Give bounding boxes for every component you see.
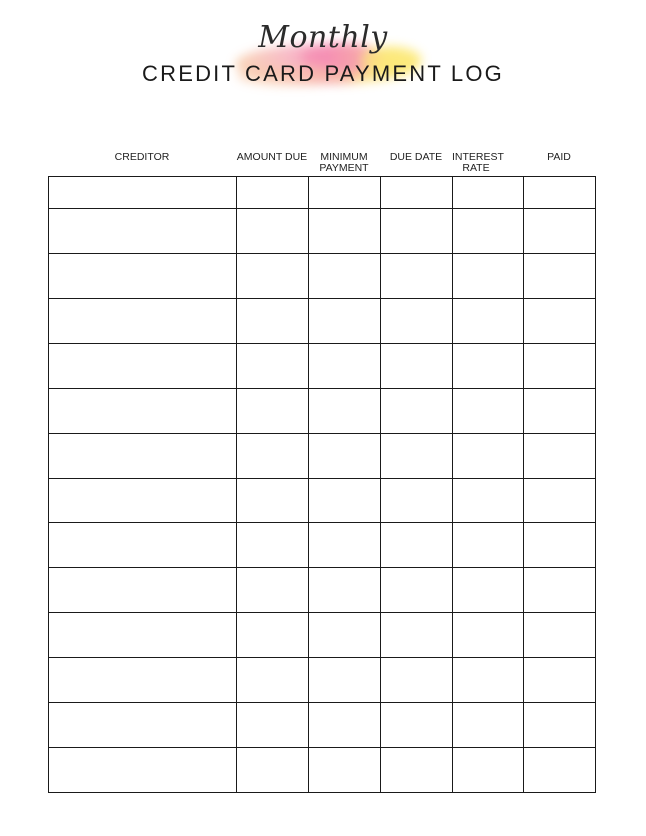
cell-amount-due[interactable] [237, 209, 309, 254]
column-header-line: PAYMENT [319, 162, 369, 174]
column-header-line: PAID [547, 151, 571, 163]
cell-creditor[interactable] [49, 478, 237, 523]
cell-minimum-payment[interactable] [309, 613, 381, 658]
cell-amount-due[interactable] [237, 568, 309, 613]
column-header-line: DUE DATE [389, 151, 443, 163]
cell-amount-due[interactable] [237, 523, 309, 568]
cell-amount-due[interactable] [237, 433, 309, 478]
cell-paid[interactable] [524, 343, 596, 388]
cell-amount-due[interactable] [237, 177, 309, 209]
cell-amount-due[interactable] [237, 298, 309, 343]
cell-creditor[interactable] [49, 209, 237, 254]
table-row [49, 568, 596, 613]
cell-paid[interactable] [524, 478, 596, 523]
table-row [49, 177, 596, 209]
cell-due-date[interactable] [381, 209, 453, 254]
table-row [49, 658, 596, 703]
cell-minimum-payment[interactable] [309, 433, 381, 478]
page-header [0, 0, 646, 110]
cell-due-date[interactable] [381, 703, 453, 748]
cell-paid[interactable] [524, 253, 596, 298]
table-row [49, 523, 596, 568]
table-row [49, 253, 596, 298]
cell-due-date[interactable] [381, 523, 453, 568]
table-row [49, 478, 596, 523]
cell-due-date[interactable] [381, 253, 453, 298]
cell-due-date[interactable] [381, 177, 453, 209]
cell-paid[interactable] [524, 613, 596, 658]
cell-minimum-payment[interactable] [309, 343, 381, 388]
cell-due-date[interactable] [381, 433, 453, 478]
cell-creditor[interactable] [49, 343, 237, 388]
cell-interest-rate[interactable] [453, 343, 524, 388]
cell-creditor[interactable] [49, 568, 237, 613]
table-row [49, 703, 596, 748]
cell-minimum-payment[interactable] [309, 748, 381, 793]
cell-creditor[interactable] [49, 388, 237, 433]
cell-minimum-payment[interactable] [309, 177, 381, 209]
cell-amount-due[interactable] [237, 478, 309, 523]
cell-interest-rate[interactable] [453, 253, 524, 298]
column-header-line: MINIMUM [320, 151, 368, 163]
cell-paid[interactable] [524, 703, 596, 748]
cell-minimum-payment[interactable] [309, 209, 381, 254]
cell-interest-rate[interactable] [453, 568, 524, 613]
column-header-due-date [380, 152, 452, 163]
column-header-line: RATE [462, 162, 490, 174]
column-header-minimum-payment [308, 152, 380, 174]
cell-interest-rate[interactable] [453, 433, 524, 478]
column-header-line: AMOUNT DUE [236, 151, 308, 163]
cell-creditor[interactable] [49, 703, 237, 748]
cell-due-date[interactable] [381, 658, 453, 703]
cell-due-date[interactable] [381, 298, 453, 343]
table-row [49, 388, 596, 433]
cell-amount-due[interactable] [237, 613, 309, 658]
cell-interest-rate[interactable] [453, 478, 524, 523]
cell-due-date[interactable] [381, 343, 453, 388]
table-row [49, 343, 596, 388]
cell-interest-rate[interactable] [453, 209, 524, 254]
cell-paid[interactable] [524, 177, 596, 209]
payment-log-table [48, 176, 596, 793]
cell-minimum-payment[interactable] [309, 523, 381, 568]
cell-minimum-payment[interactable] [309, 253, 381, 298]
cell-interest-rate[interactable] [453, 613, 524, 658]
cell-paid[interactable] [524, 658, 596, 703]
cell-paid[interactable] [524, 748, 596, 793]
cell-amount-due[interactable] [237, 343, 309, 388]
cell-paid[interactable] [524, 209, 596, 254]
cell-minimum-payment[interactable] [309, 703, 381, 748]
column-header-amount-due [236, 152, 308, 163]
cell-minimum-payment[interactable] [309, 388, 381, 433]
cell-minimum-payment[interactable] [309, 298, 381, 343]
cell-due-date[interactable] [381, 478, 453, 523]
table-row [49, 748, 596, 793]
cell-amount-due[interactable] [237, 658, 309, 703]
cell-minimum-payment[interactable] [309, 658, 381, 703]
cell-creditor[interactable] [49, 253, 237, 298]
column-header-interest-rate [452, 151, 504, 174]
cell-amount-due[interactable] [237, 748, 309, 793]
cell-amount-due[interactable] [237, 703, 309, 748]
cell-creditor[interactable] [49, 613, 237, 658]
cell-minimum-payment[interactable] [309, 478, 381, 523]
table-row [49, 298, 596, 343]
cell-paid[interactable] [524, 298, 596, 343]
cell-interest-rate[interactable] [453, 523, 524, 568]
cell-paid[interactable] [524, 433, 596, 478]
column-header-line: INTEREST [452, 151, 504, 163]
cell-minimum-payment[interactable] [309, 568, 381, 613]
cell-interest-rate[interactable] [453, 177, 524, 209]
column-header-paid [523, 152, 595, 163]
cell-creditor[interactable] [49, 658, 237, 703]
cell-creditor[interactable] [49, 748, 237, 793]
cell-creditor[interactable] [49, 523, 237, 568]
payment-log-body [49, 177, 596, 793]
cell-creditor[interactable] [49, 177, 237, 209]
cell-paid[interactable] [524, 388, 596, 433]
cell-interest-rate[interactable] [453, 298, 524, 343]
cell-interest-rate[interactable] [453, 388, 524, 433]
script-title: Monthly [258, 20, 388, 55]
table-row [49, 209, 596, 254]
cell-paid[interactable] [524, 568, 596, 613]
cell-amount-due[interactable] [237, 388, 309, 433]
cell-creditor[interactable] [49, 298, 237, 343]
table-row [49, 433, 596, 478]
column-header-line: CREDITOR [114, 151, 170, 163]
cell-due-date[interactable] [381, 613, 453, 658]
cell-amount-due[interactable] [237, 253, 309, 298]
cell-interest-rate[interactable] [453, 658, 524, 703]
cell-due-date[interactable] [381, 748, 453, 793]
cell-due-date[interactable] [381, 388, 453, 433]
cell-interest-rate[interactable] [453, 703, 524, 748]
page-title: CREDIT CARD PAYMENT LOG [142, 61, 504, 86]
cell-due-date[interactable] [381, 568, 453, 613]
cell-paid[interactable] [524, 523, 596, 568]
cell-interest-rate[interactable] [453, 748, 524, 793]
column-header-creditor [48, 152, 236, 163]
cell-creditor[interactable] [49, 433, 237, 478]
table-row [49, 613, 596, 658]
